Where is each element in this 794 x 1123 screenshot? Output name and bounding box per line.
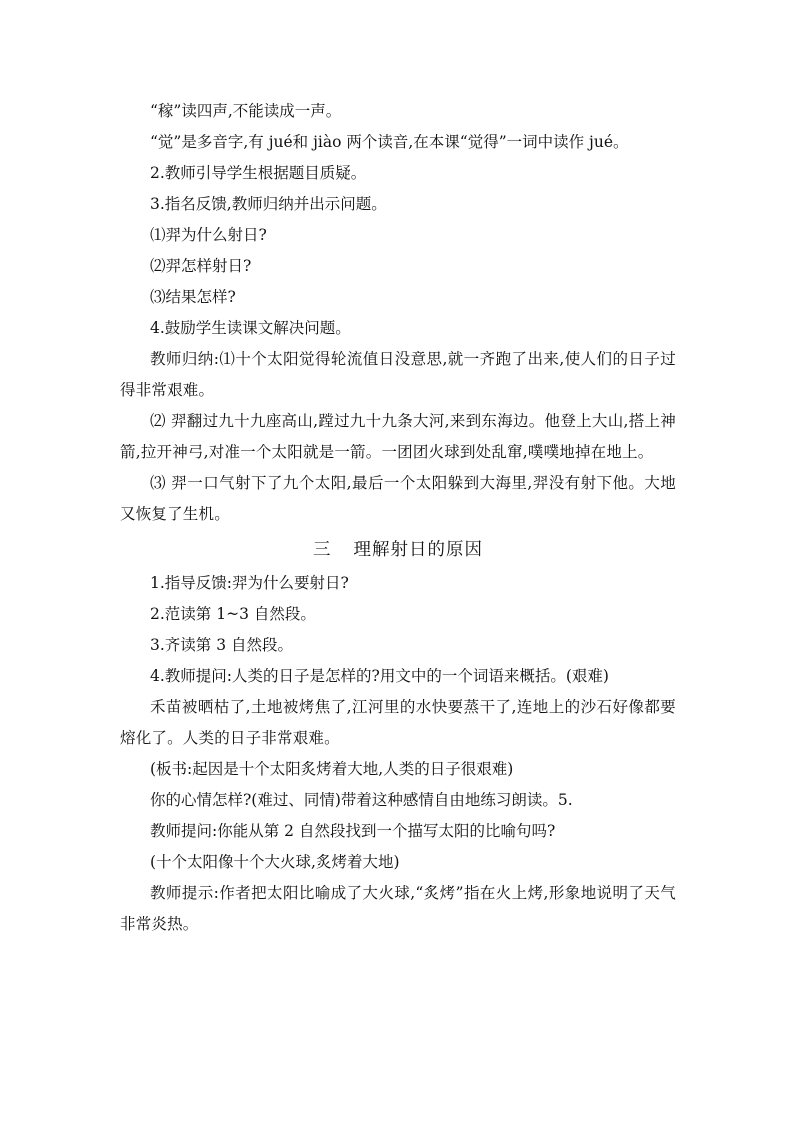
text-line: “稼”读四声,不能读成一声。: [150, 102, 342, 120]
paragraph: 禾苗被晒枯了,土地被烤焦了,江河里的水快要蒸干了,连地上的沙石好像都要熔化了。人类的日子非常艰难。: [120, 698, 676, 747]
text-line: 1.指导反馈:羿为什么要射日?: [150, 574, 349, 592]
text-line: (十个太阳像十个大火球,炙烤着大地): [150, 853, 400, 871]
text-line: 4.教师提问:人类的日子是怎样的?用文中的一个词语来概括。(艰难): [150, 667, 609, 685]
document-page: [120, 96, 676, 940]
text-line: 2.范读第 1~3 自然段。: [150, 605, 316, 623]
question-item: ⑶结果怎样?: [150, 288, 236, 306]
text-line: 4.鼓励学生读课文解决问题。: [150, 319, 351, 337]
text-line: “觉”是多音字,有 jué和 jiào 两个读音,在本课“觉得”一词中读作 jué。: [150, 133, 629, 151]
question-item: ⑵羿怎样射日?: [150, 257, 252, 275]
section-number: 三: [313, 540, 332, 560]
question-item: ⑴羿为什么射日?: [150, 226, 267, 244]
text-line: 你的心情怎样?(难过、同情)带着这种感情自由地练习朗读。5.: [150, 791, 573, 809]
paragraph: ⑵ 羿翻过九十九座高山,蹚过九十九条大河,来到东海边。他登上大山,搭上神箭,拉开神弓,对准一个太阳就是一箭。一团团火球到处乱窜,噗噗地掉在地上。: [120, 412, 676, 461]
text-line: (板书:起因是十个太阳炙烤着大地,人类的日子很艰难): [150, 760, 514, 778]
text-line: 教师提问:你能从第 2 自然段找到一个描写太阳的比喻句吗?: [150, 822, 556, 840]
section-heading: [120, 532, 676, 568]
section-title: 理解射日的原因: [353, 540, 483, 560]
paragraph: ⑶ 羿一口气射下了九个太阳,最后一个太阳躲到大海里,羿没有射下他。大地又恢复了生机。: [120, 474, 676, 523]
text-line: 2.教师引导学生根据题目质疑。: [150, 164, 367, 182]
paragraph: 教师提示:作者把太阳比喻成了大火球,“炙烤”指在火上烤,形象地说明了天气非常炎热。: [120, 884, 676, 933]
text-line: 3.指名反馈,教师归纳并出示问题。: [150, 195, 387, 213]
paragraph: 教师归纳:⑴十个太阳觉得轮流值日没意思,就一齐跑了出来,使人们的日子过得非常艰难。: [120, 350, 676, 399]
text-line: 3.齐读第 3 自然段。: [150, 636, 294, 654]
